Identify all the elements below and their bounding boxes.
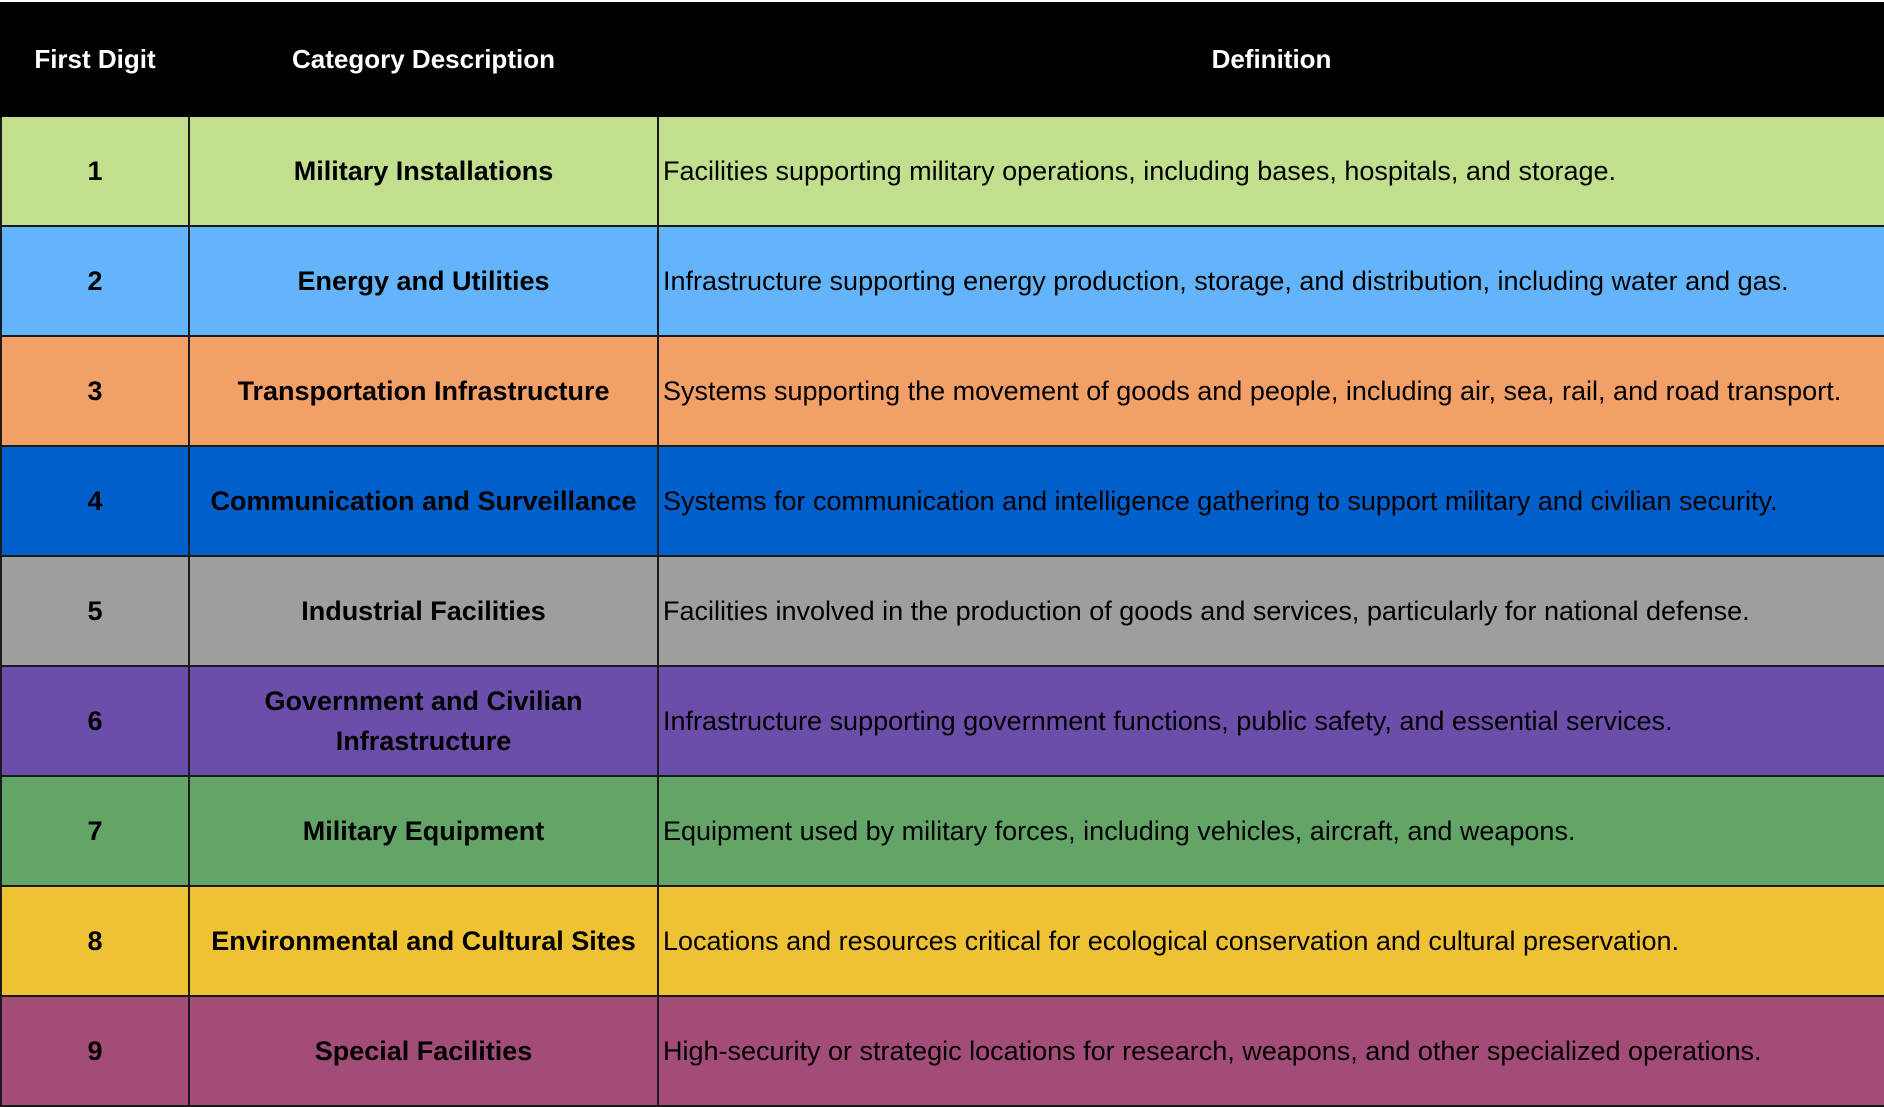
table-row bbox=[1, 446, 1884, 556]
table-row bbox=[1, 886, 1884, 996]
table-body bbox=[1, 116, 1884, 1106]
table-row bbox=[1, 116, 1884, 226]
digit-cell: 5 bbox=[1, 556, 189, 666]
digit-cell: 9 bbox=[1, 996, 189, 1106]
category-table-container bbox=[0, 2, 1884, 1107]
category-cell: Environmental and Cultural Sites bbox=[189, 886, 658, 996]
header-row bbox=[1, 3, 1884, 116]
table-row bbox=[1, 556, 1884, 666]
definition-cell: Systems for communication and intelligence gathering to support military and civilian security. bbox=[658, 446, 1884, 556]
category-cell: Transportation Infrastructure bbox=[189, 336, 658, 446]
table-row bbox=[1, 336, 1884, 446]
definition-cell: Infrastructure supporting energy production, storage, and distribution, including water and gas. bbox=[658, 226, 1884, 336]
definition-cell: Infrastructure supporting government functions, public safety, and essential services. bbox=[658, 666, 1884, 776]
category-cell: Communication and Surveillance bbox=[189, 446, 658, 556]
header-first-digit: First Digit bbox=[1, 3, 189, 116]
digit-cell: 2 bbox=[1, 226, 189, 336]
definition-cell: Equipment used by military forces, including vehicles, aircraft, and weapons. bbox=[658, 776, 1884, 886]
category-cell: Industrial Facilities bbox=[189, 556, 658, 666]
definition-cell: Systems supporting the movement of goods and people, including air, sea, rail, and road transport. bbox=[658, 336, 1884, 446]
definition-cell: Locations and resources critical for ecological conservation and cultural preservation. bbox=[658, 886, 1884, 996]
definition-cell: High-security or strategic locations for research, weapons, and other specialized operations. bbox=[658, 996, 1884, 1106]
header-category-description: Category Description bbox=[189, 3, 658, 116]
digit-cell: 6 bbox=[1, 666, 189, 776]
category-cell: Military Equipment bbox=[189, 776, 658, 886]
category-cell: Military Installations bbox=[189, 116, 658, 226]
table-header bbox=[1, 3, 1884, 116]
table-row bbox=[1, 666, 1884, 776]
digit-cell: 4 bbox=[1, 446, 189, 556]
category-cell: Energy and Utilities bbox=[189, 226, 658, 336]
definition-cell: Facilities supporting military operations, including bases, hospitals, and storage. bbox=[658, 116, 1884, 226]
definition-cell: Facilities involved in the production of goods and services, particularly for national defense. bbox=[658, 556, 1884, 666]
category-cell: Special Facilities bbox=[189, 996, 658, 1106]
header-definition: Definition bbox=[658, 3, 1884, 116]
category-cell: Government and Civilian Infrastructure bbox=[189, 666, 658, 776]
digit-cell: 3 bbox=[1, 336, 189, 446]
category-table bbox=[0, 2, 1884, 1107]
table-row bbox=[1, 996, 1884, 1106]
table-row bbox=[1, 776, 1884, 886]
digit-cell: 7 bbox=[1, 776, 189, 886]
digit-cell: 8 bbox=[1, 886, 189, 996]
table-row bbox=[1, 226, 1884, 336]
digit-cell: 1 bbox=[1, 116, 189, 226]
